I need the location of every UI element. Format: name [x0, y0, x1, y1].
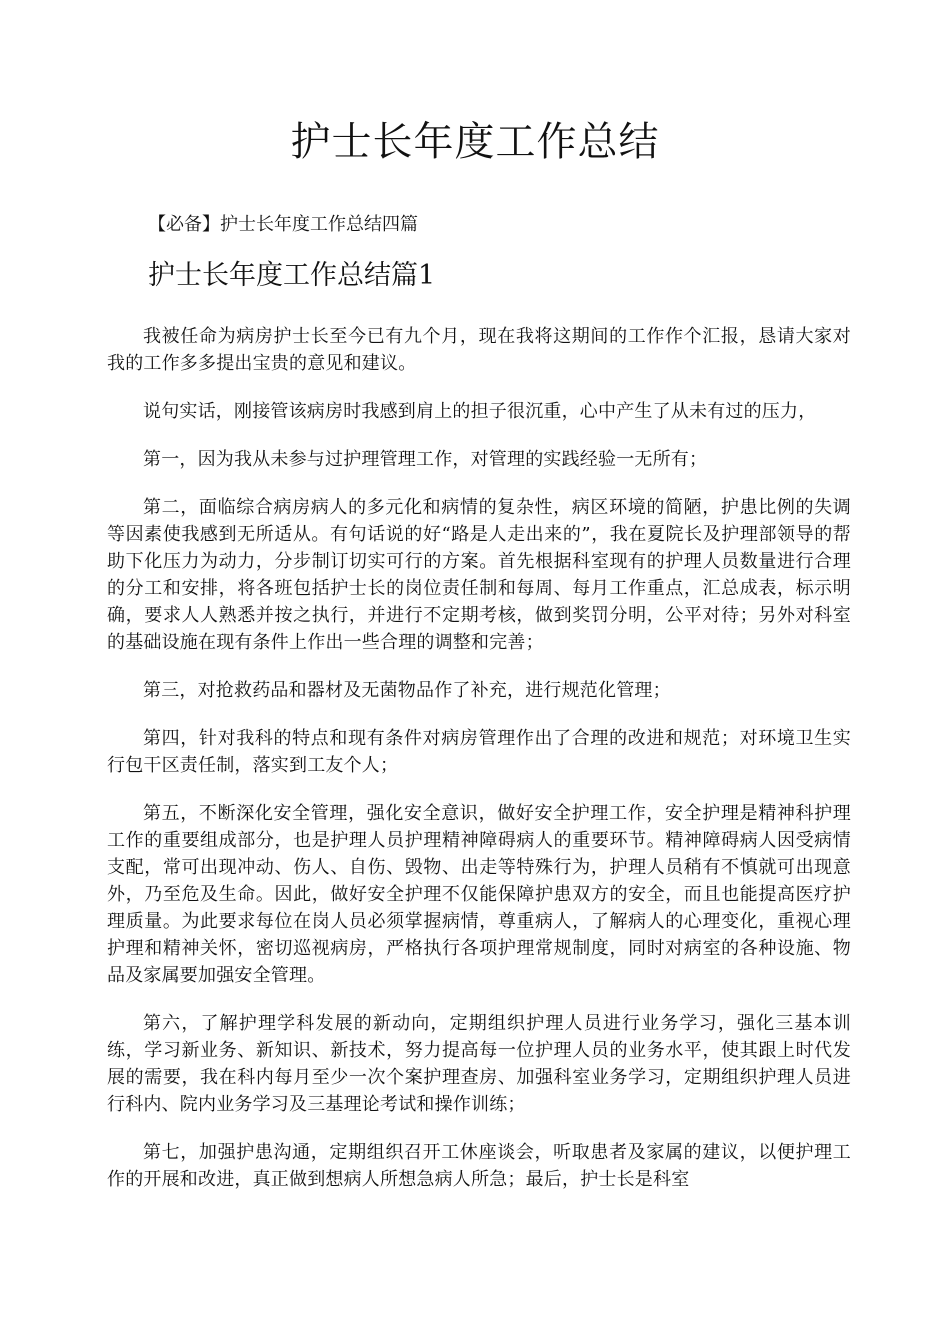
paragraph-6: 第四，针对我科的特点和现有条件对病房管理作出了合理的改进和规范；对环境卫生实行包干区责任制，落实到工友个人； — [107, 728, 851, 776]
paragraph-8: 第六，了解护理学科发展的新动向，定期组织护理人员进行业务学习，强化三基本训练，学习新业务、新知识、新技术，努力提高每一位护理人员的业务水平，使其跟上时代发展的需要，我在科内每月至少一次个案护理查房、加强科室业务学习，定期组织护理人员进行科内、院内业务学习及三基理论考试和操作训练； — [107, 1013, 851, 1115]
paragraph-2: 说句实话，刚接管该病房时我感到肩上的担子很沉重，心中产生了从未有过的压力， — [143, 401, 817, 422]
document-body — [107, 323, 851, 1214]
paragraph-1: 我被任命为病房护士长至今已有九个月，现在我将这期间的工作作个汇报，恳请大家对我的工作多多提出宝贵的意见和建议。 — [107, 326, 851, 374]
paragraph-4: 第二，面临综合病房病人的多元化和病情的复杂性，病区环境的简陋，护患比例的失调等因素使我感到无所适从。有句话说的好“路是人走出来的”，我在夏院长及护理部领导的帮助下化压力为动力，分步制订切实可行的方案。首先根据科室现有的护理人员数量进行合理的分工和安排，将各班包括护士长的岗位责任制和每周、每月工作重点，汇总成表，标示明确，要求人人熟悉并按之执行，并进行不定期考核，做到奖罚分明，公平对待；另外对科室的基础设施在现有条件上作出一些合理的调整和完善； — [107, 497, 851, 653]
section-heading: 护士长年度工作总结篇1 — [148, 260, 436, 291]
paragraph-3: 第一，因为我从未参与过护理管理工作，对管理的实践经验一无所有； — [143, 449, 708, 470]
document-title: 护士长年度工作总结 — [290, 119, 660, 165]
paragraph-9: 第七，加强护患沟通，定期组织召开工休座谈会，听取患者及家属的建议，以便护理工作的开展和改进，真正做到想病人所想急病人所急；最后，护士长是科室 — [107, 1142, 851, 1190]
paragraph-7: 第五，不断深化安全管理，强化安全意识，做好安全护理工作，安全护理是精神科护理工作的重要组成部分，也是护理人员护理精神障碍病人的重要环节。精神障碍病人因受病情支配，常可出现冲动、伤人、自伤、毁物、出走等特殊行为，护理人员稍有不慎就可出现意外，乃至危及生命。因此，做好安全护理不仅能保障护患双方的安全，而且也能提高医疗护理质量。为此要求每位在岗人员必须掌握病情，尊重病人，了解病人的心理变化，重视心理护理和精神关怀，密切巡视病房，严格执行各项护理常规制度，同时对病室的各种设施、物品及家属要加强安全管理。 — [107, 803, 851, 986]
paragraph-5: 第三，对抢救药品和器材及无菌物品作了补充，进行规范化管理； — [143, 680, 671, 701]
document-subtitle: 【必备】护士长年度工作总结四篇 — [148, 214, 418, 235]
